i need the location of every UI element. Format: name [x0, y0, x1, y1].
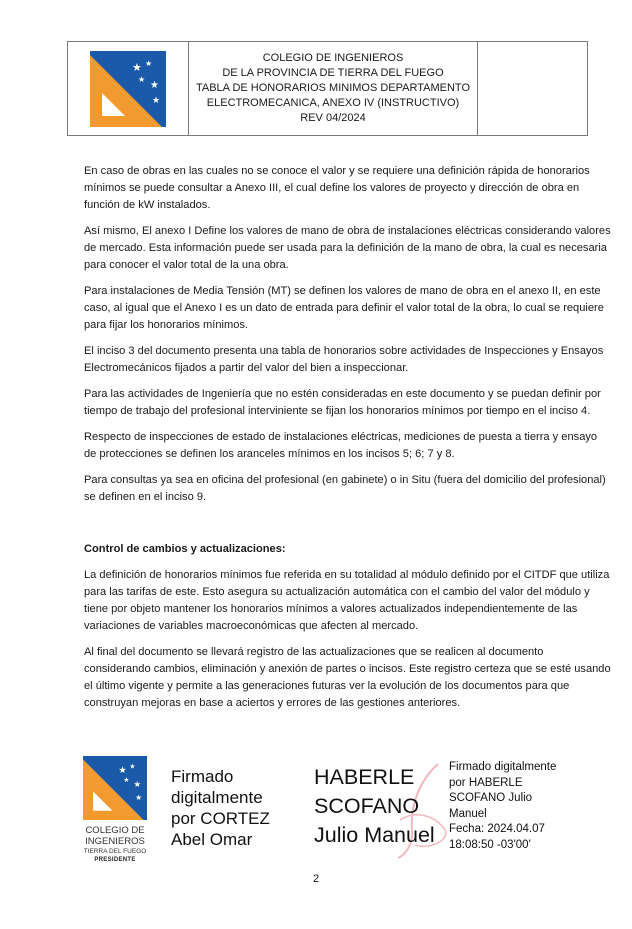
section-heading: Control de cambios y actualizaciones:: [84, 543, 286, 555]
svg-text:★: ★: [138, 74, 146, 84]
header-revision: REV 04/2024: [300, 112, 366, 124]
body-paragraph: En caso de obras en las cuales no se conoce el valor y se requiere una definición rápida de honorarios mínimos se puede consultar a Anexo III, el cual define los valores de proyecto y dirección de obra en función de kW instalados.: [84, 165, 590, 211]
document-body: [84, 163, 612, 721]
digital-signature-2-detail: [449, 760, 556, 854]
page-number: 2: [312, 873, 320, 885]
signature-detail-line: Manuel: [449, 807, 487, 820]
signature-line: por CORTEZ: [171, 809, 270, 828]
header-title-line: ELECTROMECANICA, ANEXO IV (INSTRUCTIVO): [206, 97, 460, 109]
footer-logo: [82, 756, 148, 865]
document-header: [67, 41, 588, 136]
svg-text:★: ★: [132, 60, 142, 74]
header-blank-cell: [478, 42, 587, 135]
signature-detail-line: por HABERLE: [449, 776, 523, 789]
svg-text:★: ★: [129, 762, 136, 771]
svg-text:★: ★: [123, 776, 130, 785]
body-paragraph: El inciso 3 del documento presenta una tabla de honorarios sobre actividades de Inspecciones y Ensayos Electromecánicos fijados a partir del valor del bien a inspeccionar.: [84, 345, 604, 374]
body-paragraph: La definición de honorarios mínimos fue referida en su totalidad al módulo definido por el CITDF que utiliza para las tarifas de este. Esto asegura su actualización automática con el cambio del valor del módulo y tiene por objeto mantener los honorarios mínimos a valores actualizados independientemente de las variaciones de variables macroeconómicas que afecten al mercado.: [84, 569, 610, 632]
signature-line: Firmado: [171, 767, 234, 786]
svg-text:★: ★: [152, 95, 161, 106]
signature-date: Fecha: 2024.04.07: [449, 823, 545, 836]
signature-detail-line: Firmado digitalmente: [449, 761, 557, 773]
header-logo-cell: [68, 42, 189, 135]
svg-text:★: ★: [133, 779, 142, 790]
body-paragraph: Para consultas ya sea en oficina del profesional (en gabinete) o in Situ (fuera del domicilio del profesional) se definen en el inciso 9.: [84, 474, 606, 503]
footer-logo-text: TIERRA DEL FUEGO: [83, 848, 147, 855]
signature-name-line: SCOFANO: [314, 794, 420, 818]
footer-logo-role: PRESIDENTE: [94, 857, 136, 863]
body-paragraph: Así mismo, El anexo I Define los valores de mano de obra de instalaciones eléctricas considerando valores de mercado. Esta información puede ser usada para la definición de la mano de obra, la cual es necesaria para conocer el valor total de la una obra.: [84, 225, 611, 271]
body-paragraph: Para instalaciones de Media Tensión (MT) se definen los valores de mano de obra en el anexo II, en este caso, al igual que el Anexo I es un dato de entrada para definir el valor total de la obra, lo cual se requiere para fijar los honorarios mínimos.: [84, 285, 604, 331]
footer-logo-text: COLEGIO DE: [85, 825, 145, 836]
svg-text:★: ★: [150, 79, 159, 91]
body-paragraph: Para las actividades de Ingeniería que no estén consideradas en este documento y se puedan definir por tiempo de trabajo del profesional interviniente se fijan los honorarios mínimos por tiempo en el inciso 4.: [84, 388, 601, 417]
college-logo-icon: [90, 51, 166, 127]
header-title-line: DE LA PROVINCIA DE TIERRA DEL FUEGO: [222, 67, 444, 79]
body-paragraph: Al final del documento se llevará registro de las actualizaciones que se realicen al documento considerando cambios, eliminación y anexión de partes o incisos. Este registro certeza que se esté usando el último vigente y permite a las generaciones futuras ver la evolución de los documentos para que construyan mejoras en base a aciertos y errores de las gestiones anteriores.: [84, 646, 611, 709]
header-title-line: TABLA DE HONORARIOS MINIMOS DEPARTAMENTO: [195, 82, 471, 94]
digital-signature-2-name: [314, 763, 435, 850]
signature-name-line: HABERLE: [314, 765, 415, 789]
header-title-line: COLEGIO DE INGENIEROS: [262, 52, 404, 64]
body-paragraph: Respecto de inspecciones de estado de instalaciones eléctricas, mediciones de puesta a tierra y ensayo de protecciones se definen los aranceles mínimos en los incisos 5; 6; 7 y 8.: [84, 431, 598, 460]
signature-name-line: Julio Manuel: [314, 823, 435, 847]
svg-text:★: ★: [135, 792, 142, 802]
signature-detail-line: SCOFANO Julio: [449, 792, 533, 805]
signature-line: digitalmente: [171, 788, 263, 807]
footer-logo-text: INGENIEROS: [85, 836, 145, 847]
digital-signature-1: [171, 766, 270, 850]
svg-text:★: ★: [118, 764, 127, 776]
signature-time: 18:08:50 -03'00': [449, 838, 531, 851]
college-logo-icon: [83, 756, 147, 820]
signature-line: Abel Omar: [171, 830, 253, 849]
header-title: [189, 42, 478, 135]
svg-text:★: ★: [145, 58, 153, 68]
